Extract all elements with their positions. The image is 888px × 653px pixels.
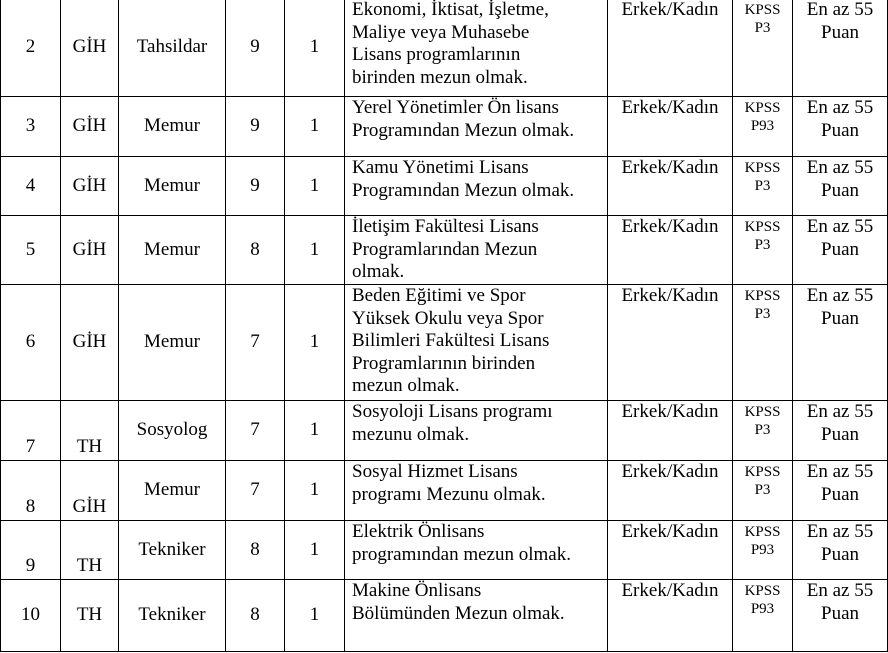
- title-cell: Tahsildar: [119, 0, 226, 97]
- gender-cell: Erkek/Kadın: [608, 580, 733, 652]
- count-cell: 1: [285, 401, 345, 461]
- count-cell: 1: [285, 157, 345, 216]
- unit-cell: TH: [61, 580, 119, 652]
- score-cell: [793, 401, 888, 461]
- title-cell: Tekniker: [119, 521, 226, 580]
- count-cell: 1: [285, 285, 345, 401]
- row-number-cell: 6: [1, 285, 61, 401]
- gender-cell: Erkek/Kadın: [608, 461, 733, 521]
- table-row: [1, 216, 888, 285]
- requirement-line: Programından Mezun olmak.: [352, 119, 575, 141]
- score-line: En az 55: [806, 216, 874, 237]
- requirement-line: Bilimleri Fakültesi Lisans: [352, 330, 550, 351]
- kpss-cell: [733, 461, 793, 521]
- requirement-line: Makine Önlisans: [352, 580, 482, 601]
- row-number-cell: 2: [1, 0, 61, 97]
- count-cell: 1: [285, 521, 345, 580]
- grade-cell: 9: [226, 97, 285, 157]
- requirement-cell: [345, 216, 608, 285]
- kpss-cell: [733, 216, 793, 285]
- table-row: [1, 461, 888, 521]
- requirement-cell: [345, 157, 608, 216]
- score-line: En az 55: [806, 157, 874, 178]
- score-line: Puan: [821, 307, 859, 329]
- requirement-line: mezunu olmak.: [352, 423, 470, 445]
- kpss-cell: [733, 580, 793, 652]
- score-line: Puan: [821, 238, 859, 260]
- kpss-line: KPSS: [744, 288, 781, 304]
- kpss-line: P3: [754, 422, 771, 438]
- title-cell: Memur: [119, 461, 226, 521]
- title-cell: Memur: [119, 216, 226, 285]
- table-row: [1, 521, 888, 580]
- gender-cell: Erkek/Kadın: [608, 0, 733, 97]
- count-cell: 1: [285, 97, 345, 157]
- count-cell: 1: [285, 216, 345, 285]
- count-cell: 1: [285, 0, 345, 97]
- unit-cell: GİH: [61, 0, 119, 97]
- requirement-line: Programından Mezun olmak.: [352, 179, 575, 201]
- row-number-cell: 3: [1, 97, 61, 157]
- gender-cell: Erkek/Kadın: [608, 97, 733, 157]
- score-cell: [793, 580, 888, 652]
- kpss-line: P3: [754, 482, 771, 498]
- title-cell: Memur: [119, 97, 226, 157]
- kpss-line: KPSS: [744, 100, 781, 116]
- unit-cell: GİH: [61, 216, 119, 285]
- grade-cell: 7: [226, 401, 285, 461]
- title-cell: Sosyolog: [119, 401, 226, 461]
- score-line: Puan: [821, 483, 859, 505]
- row-number-cell: 10: [1, 580, 61, 652]
- gender-cell: Erkek/Kadın: [608, 216, 733, 285]
- requirement-line: Programlarından Mezun: [352, 238, 538, 260]
- requirement-line: Bölümünden Mezun olmak.: [352, 602, 565, 624]
- kpss-line: P93: [750, 601, 775, 617]
- table-row: [1, 157, 888, 216]
- grade-cell: 8: [226, 216, 285, 285]
- requirement-line: Sosyoloji Lisans programı: [352, 401, 553, 422]
- score-line: Puan: [821, 179, 859, 201]
- score-cell: [793, 97, 888, 157]
- requirement-cell: [345, 401, 608, 461]
- score-line: En az 55: [806, 285, 874, 306]
- kpss-line: KPSS: [744, 464, 781, 480]
- gender-cell: Erkek/Kadın: [608, 285, 733, 401]
- requirement-line: mezun olmak.: [352, 375, 460, 396]
- kpss-cell: [733, 0, 793, 97]
- score-cell: [793, 216, 888, 285]
- unit-cell: GİH: [61, 97, 119, 157]
- row-number-cell: 9: [1, 521, 61, 580]
- requirement-line: Elektrik Önlisans: [352, 521, 485, 542]
- gender-cell: Erkek/Kadın: [608, 157, 733, 216]
- grade-cell: 7: [226, 461, 285, 521]
- kpss-cell: [733, 401, 793, 461]
- requirement-line: Yüksek Okulu veya Spor: [352, 307, 544, 329]
- row-number-cell: 7: [1, 401, 61, 461]
- unit-cell: TH: [61, 401, 119, 461]
- requirement-line: programından mezun olmak.: [352, 543, 571, 565]
- score-line: En az 55: [806, 97, 874, 118]
- kpss-line: P3: [754, 306, 771, 322]
- unit-cell: TH: [61, 521, 119, 580]
- score-line: Puan: [821, 21, 859, 43]
- table-row: [1, 0, 888, 97]
- kpss-line: KPSS: [744, 583, 781, 599]
- score-line: En az 55: [806, 401, 874, 422]
- kpss-cell: [733, 97, 793, 157]
- table-row: [1, 285, 888, 401]
- score-line: Puan: [821, 119, 859, 141]
- count-cell: 1: [285, 461, 345, 521]
- requirement-line: İletişim Fakültesi Lisans: [352, 216, 539, 237]
- kpss-line: P3: [754, 237, 771, 253]
- gender-cell: Erkek/Kadın: [608, 521, 733, 580]
- gender-cell: Erkek/Kadın: [608, 401, 733, 461]
- score-line: Puan: [821, 602, 859, 624]
- count-cell: 1: [285, 580, 345, 652]
- requirement-line: Sosyal Hizmet Lisans: [352, 461, 518, 482]
- kpss-cell: [733, 285, 793, 401]
- grade-cell: 8: [226, 521, 285, 580]
- kpss-cell: [733, 157, 793, 216]
- grade-cell: 9: [226, 157, 285, 216]
- table-row: [1, 97, 888, 157]
- requirement-cell: [345, 461, 608, 521]
- requirement-line: birinden mezun olmak.: [352, 66, 528, 88]
- score-cell: [793, 521, 888, 580]
- requirement-line: programı Mezunu olmak.: [352, 483, 546, 505]
- requirement-cell: [345, 521, 608, 580]
- kpss-line: KPSS: [744, 524, 781, 540]
- requirement-line: Programlarının birinden: [352, 352, 536, 374]
- score-line: En az 55: [806, 521, 874, 542]
- kpss-line: P3: [754, 178, 771, 194]
- requirement-cell: [345, 97, 608, 157]
- kpss-line: KPSS: [744, 2, 781, 18]
- score-line: En az 55: [806, 580, 874, 601]
- score-line: En az 55: [806, 0, 874, 20]
- score-cell: [793, 0, 888, 97]
- kpss-cell: [733, 521, 793, 580]
- kpss-line: KPSS: [744, 160, 781, 176]
- requirement-cell: [345, 0, 608, 97]
- kpss-line: P3: [754, 20, 771, 36]
- title-cell: Tekniker: [119, 580, 226, 652]
- kpss-line: P93: [750, 118, 775, 134]
- unit-cell: GİH: [61, 285, 119, 401]
- row-number-cell: 5: [1, 216, 61, 285]
- score-cell: [793, 461, 888, 521]
- requirement-cell: [345, 285, 608, 401]
- requirement-line: Yerel Yönetimler Ön lisans: [352, 97, 559, 118]
- unit-cell: GİH: [61, 461, 119, 521]
- unit-cell: GİH: [61, 157, 119, 216]
- row-number-cell: 8: [1, 461, 61, 521]
- kpss-line: KPSS: [744, 219, 781, 235]
- row-number-cell: 4: [1, 157, 61, 216]
- kpss-line: KPSS: [744, 404, 781, 420]
- kpss-line: P93: [750, 542, 775, 558]
- requirement-line: olmak.: [352, 261, 405, 282]
- grade-cell: 7: [226, 285, 285, 401]
- grade-cell: 9: [226, 0, 285, 97]
- requirement-cell: [345, 580, 608, 652]
- requirement-line: Beden Eğitimi ve Spor: [352, 285, 526, 306]
- title-cell: Memur: [119, 157, 226, 216]
- score-line: Puan: [821, 543, 859, 565]
- score-line: Puan: [821, 423, 859, 445]
- requirement-line: Maliye veya Muhasebe: [352, 21, 530, 43]
- requirement-line: Kamu Yönetimi Lisans: [352, 157, 529, 178]
- requirement-line: Ekonomi, İktisat, İşletme,: [352, 0, 549, 20]
- title-cell: Memur: [119, 285, 226, 401]
- score-cell: [793, 285, 888, 401]
- score-cell: [793, 157, 888, 216]
- score-line: En az 55: [806, 461, 874, 482]
- table-row: [1, 580, 888, 652]
- requirement-line: Lisans programlarının: [352, 44, 521, 65]
- grade-cell: 8: [226, 580, 285, 652]
- table-row: [1, 401, 888, 461]
